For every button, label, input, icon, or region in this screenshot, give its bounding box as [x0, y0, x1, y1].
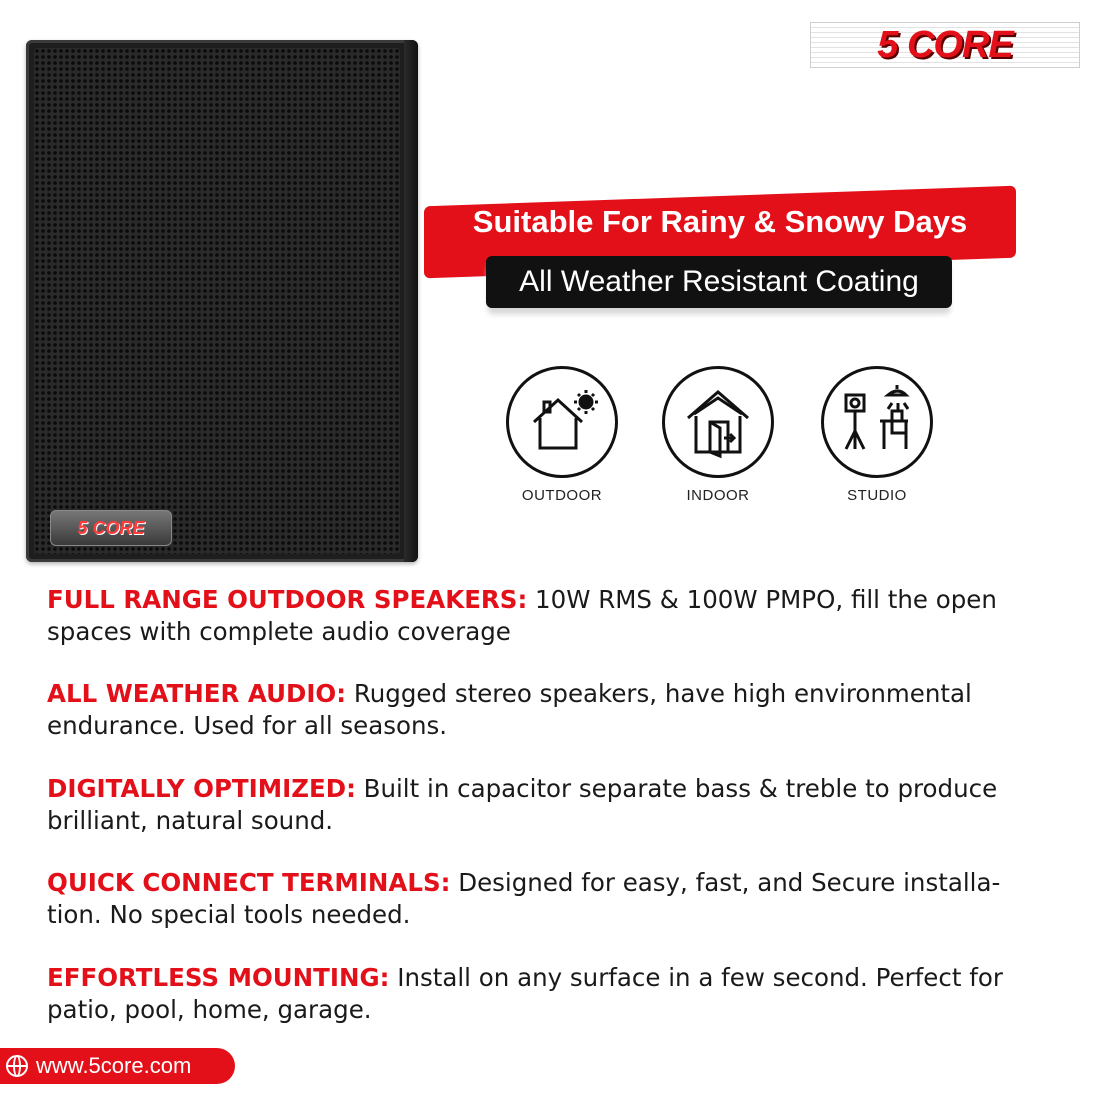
use-case-indoor — [658, 366, 778, 504]
feature-all-weather — [47, 678, 1037, 742]
website-url[interactable]: www.5core.com — [36, 1053, 192, 1078]
banner-secondary: All Weather Resistant Coating — [486, 256, 952, 308]
studio-light-icon — [821, 366, 933, 478]
speaker-side — [404, 40, 418, 562]
feature-quick-connect — [47, 867, 1037, 931]
feature-heading: QUICK CONNECT TERMINALS: — [47, 868, 451, 897]
feature-body: Install on any surface in a few second. Perfect for patio, pool, home, garage. — [47, 963, 1003, 1024]
use-case-outdoor — [502, 366, 622, 504]
logo-text: 5 CORE — [877, 23, 1013, 66]
feature-digitally-optimized — [47, 773, 1037, 837]
speaker-product-image — [26, 40, 418, 562]
speaker-grille — [34, 48, 400, 554]
feature-body: Designed for easy, fast, and Secure installa-tion. No special tools needed. — [47, 868, 1001, 929]
speaker-brand-badge — [50, 510, 172, 546]
brand-logo — [810, 22, 1080, 68]
use-case-label: INDOOR — [686, 487, 750, 504]
banner-primary-text: Suitable For Rainy & Snowy Days — [472, 204, 968, 239]
feature-body: Built in capacitor separate bass & treble to produce brilliant, natural sound. — [47, 774, 998, 835]
use-case-label: STUDIO — [847, 487, 907, 504]
globe-icon — [6, 1055, 28, 1077]
feature-mounting — [47, 962, 1037, 1026]
use-case-label: OUTDOOR — [521, 487, 603, 504]
house-sun-icon — [506, 366, 618, 478]
use-case-studio — [817, 366, 937, 504]
feature-heading: EFFORTLESS MOUNTING: — [47, 963, 390, 992]
feature-body: 10W RMS & 100W PMPO, fill the open spaces with complete audio coverage — [47, 585, 997, 646]
feature-body: Rugged stereo speakers, have high environmental endurance. Used for all seasons. — [47, 679, 972, 740]
badge-text: 5 CORE — [77, 517, 145, 538]
website-link[interactable] — [0, 1048, 235, 1084]
feature-heading: FULL RANGE OUTDOOR SPEAKERS: — [47, 585, 528, 614]
feature-heading: DIGITALLY OPTIMIZED: — [47, 774, 356, 803]
feature-full-range — [47, 584, 1037, 648]
feature-heading: ALL WEATHER AUDIO: — [47, 679, 347, 708]
house-door-icon — [662, 366, 774, 478]
